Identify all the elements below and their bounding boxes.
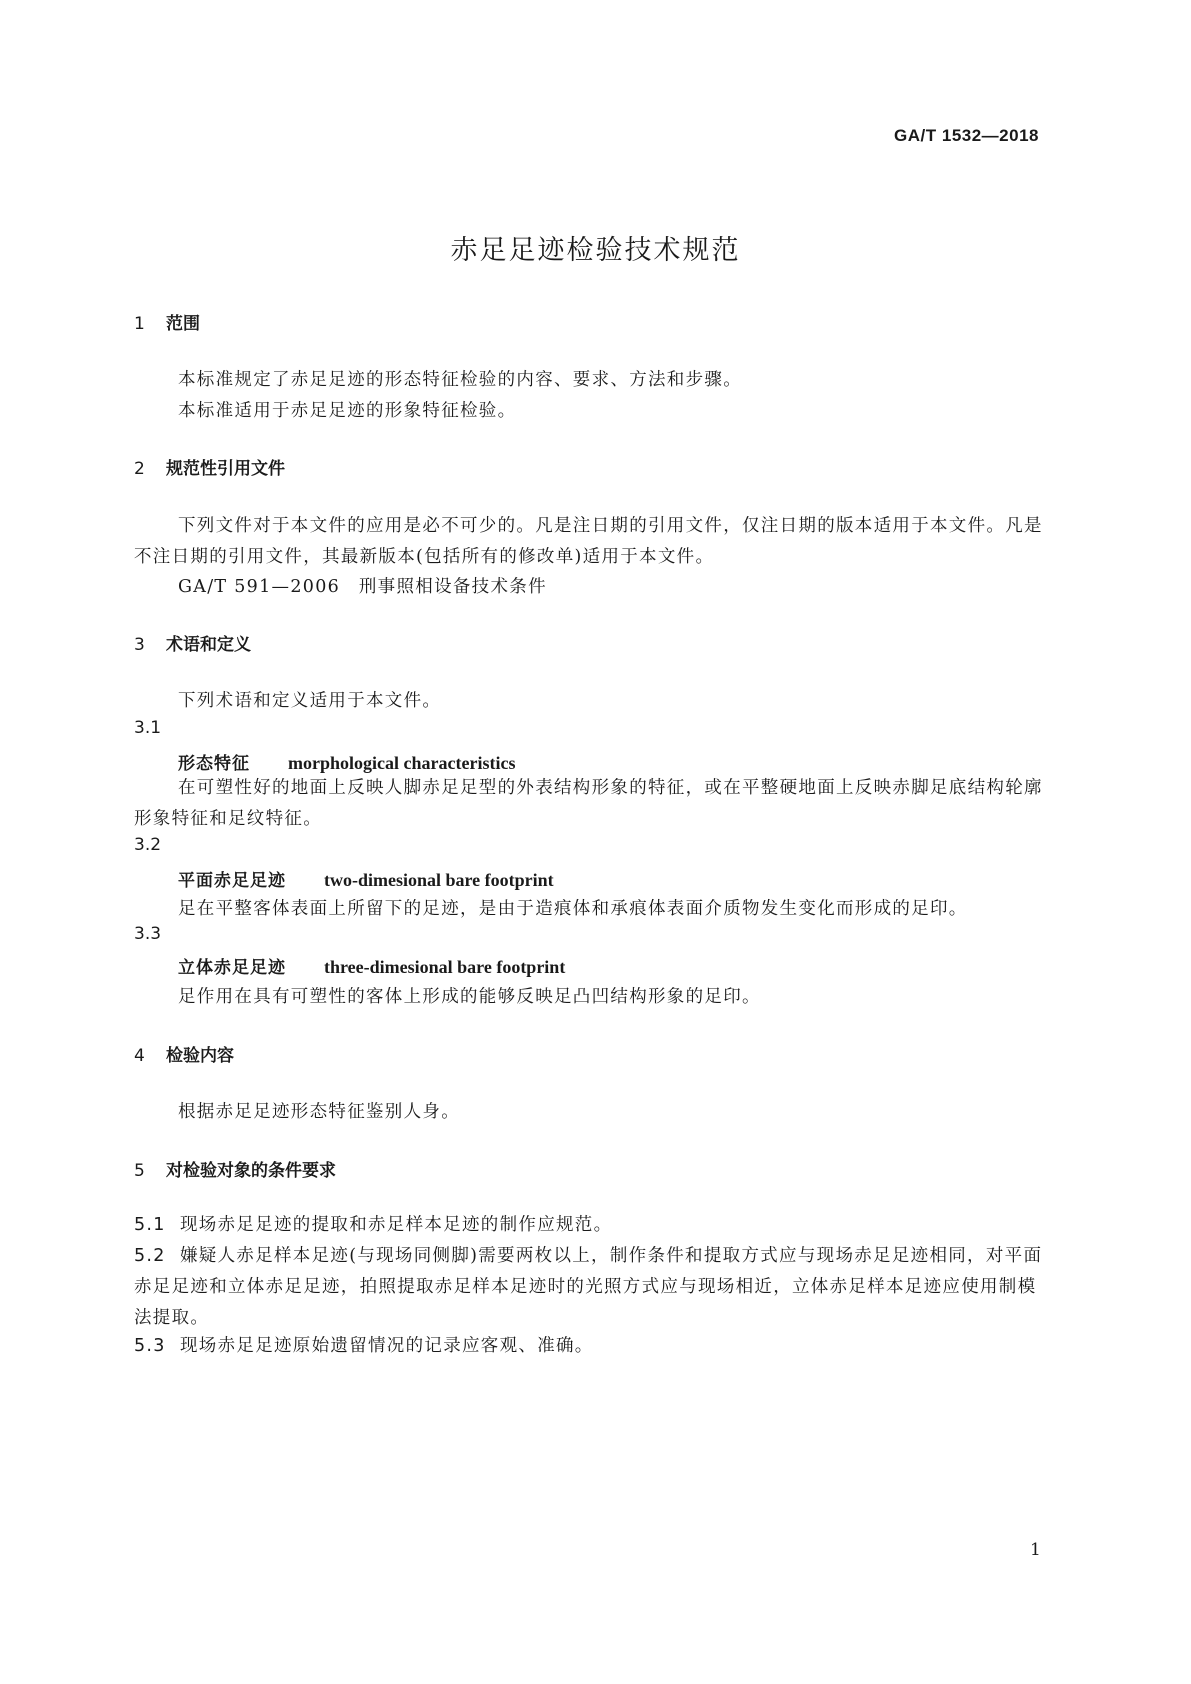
paragraph: 下列术语和定义适用于本文件。 xyxy=(178,691,442,711)
term-chinese: 形态特征 xyxy=(178,754,250,774)
term-number: 3.3 xyxy=(134,924,162,944)
term-heading xyxy=(178,749,515,774)
section-title: 检验内容 xyxy=(166,1046,234,1066)
section-number: 2 xyxy=(134,459,145,479)
term-number: 3.2 xyxy=(134,835,162,855)
section-number: 1 xyxy=(134,314,145,334)
clause-text: 现场赤足足迹原始遗留情况的记录应客观、准确。 xyxy=(180,1336,594,1356)
section-number: 5 xyxy=(134,1161,145,1181)
term-definition: 足作用在具有可塑性的客体上形成的能够反映足凸凹结构形象的足印。 xyxy=(178,987,761,1007)
normative-reference: GA/T 591—2006 刑事照相设备技术条件 xyxy=(178,577,547,597)
section-3-heading xyxy=(134,630,251,655)
term-definition: 足在平整客体表面上所留下的足迹，是由于造痕体和承痕体表面介质物发生变化而形成的足印。 xyxy=(178,899,968,919)
clause-number: 5.1 xyxy=(134,1215,166,1235)
section-5-heading xyxy=(134,1156,336,1181)
term-heading xyxy=(178,953,565,978)
standard-code: GA/T 1532—2018 xyxy=(894,126,1039,145)
paragraph: 本标准规定了赤足足迹的形态特征检验的内容、要求、方法和步骤。 xyxy=(178,370,742,390)
clause-text: 嫌疑人赤足样本足迹(与现场同侧脚)需要两枚以上，制作条件和提取方式应与现场赤足足迹相同，对平面赤足足迹和立体赤足足迹，拍照提取赤足样本足迹时的光照方式应与现场相近，立体赤足样本足迹应使用制模法提取。 xyxy=(134,1246,1043,1328)
clause-number: 5.3 xyxy=(134,1336,166,1356)
paragraph: 根据赤足足迹形态特征鉴别人身。 xyxy=(178,1102,460,1122)
term-chinese: 立体赤足足迹 xyxy=(178,958,286,978)
clause-text: 现场赤足足迹的提取和赤足样本足迹的制作应规范。 xyxy=(180,1215,613,1235)
term-chinese: 平面赤足足迹 xyxy=(178,871,286,891)
section-4-heading xyxy=(134,1041,234,1066)
section-1-heading xyxy=(134,309,200,334)
document-title: 赤足足迹检验技术规范 xyxy=(450,235,741,266)
section-title: 规范性引用文件 xyxy=(166,459,285,479)
section-title: 范围 xyxy=(166,314,200,334)
term-english: two-dimesional bare footprint xyxy=(324,870,554,890)
section-title: 术语和定义 xyxy=(166,635,251,655)
term-definition: 在可塑性好的地面上反映人脚赤足足型的外表结构形象的特征，或在平整硬地面上反映赤脚足底结构轮廓形象特征和足纹特征。 xyxy=(134,778,1043,829)
clause-5-2 xyxy=(134,1241,1054,1334)
term-english: three-dimesional bare footprint xyxy=(324,957,566,977)
paragraph: 下列文件对于本文件的应用是必不可少的。凡是注日期的引用文件，仅注日期的版本适用于本文件。凡是不注日期的引用文件，其最新版本(包括所有的修改单)适用于本文件。 xyxy=(134,516,1043,567)
section-2-heading xyxy=(134,454,285,479)
paragraph: 本标准适用于赤足足迹的形象特征检验。 xyxy=(178,401,517,421)
clause-number: 5.2 xyxy=(134,1246,166,1266)
term-number: 3.1 xyxy=(134,718,162,738)
clause-5-1 xyxy=(134,1210,1054,1241)
page-number: 1 xyxy=(1030,1540,1041,1560)
term-heading xyxy=(178,866,554,891)
section-title: 对检验对象的条件要求 xyxy=(166,1161,336,1181)
term-english: morphological characteristics xyxy=(288,753,516,773)
section-number: 4 xyxy=(134,1046,145,1066)
section-number: 3 xyxy=(134,635,145,655)
clause-5-3 xyxy=(134,1331,1054,1362)
